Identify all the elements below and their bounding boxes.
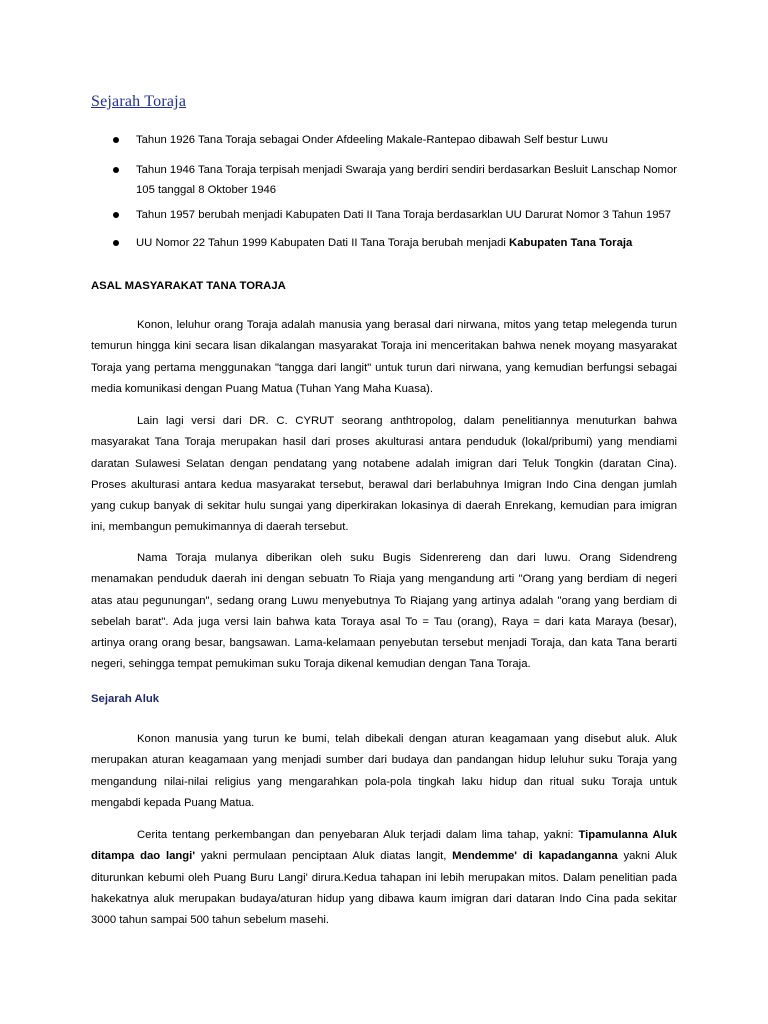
paragraph-bold-text: Mendemme' di kapadanganna (452, 850, 618, 863)
paragraph: Konon, leluhur orang Toraja adalah manusia yang berasal dari nirwana, mitos yang tetap melegenda turun temurun hingga kini secara lisan dikalangan masyarakat Toraja ini menceritakan bahwa nenek moyang masyarakat Toraja yang pertama menggunakan "tangga dari langit" untuk turun dari nirwana, yang kemudian berfungsi sebagai media komunikasi dengan Puang Matua (Tuhan Yang Maha Kuasa). (91, 319, 677, 395)
list-item (91, 130, 677, 151)
list-item (91, 233, 677, 254)
bullet-text: Tahun 1957 berubah menjadi Kabupaten Dati II Tana Toraja berdasarklan UU Darurat Nomor 3 Tahun 1957 (136, 208, 672, 221)
history-bullet-list (91, 130, 677, 254)
bullet-icon (113, 212, 119, 218)
page-title: Sejarah Toraja (91, 93, 187, 110)
bullet-bold-text: Kabupaten Tana Toraja (509, 237, 633, 249)
bullet-text: Tahun 1926 Tana Toraja sebagai Onder Afdeeling Makale-Rantepao dibawah Self bestur Luwu (136, 134, 608, 146)
bullet-icon (113, 240, 119, 246)
list-item (91, 160, 677, 201)
section-heading-asal: ASAL MASYARAKAT TANA TORAJA (91, 280, 286, 292)
paragraph-text: yakni permulaan penciptaan Aluk diatas langit, (195, 850, 453, 863)
bullet-text: UU Nomor 22 Tahun 1999 Kabupaten Dati II Tana Toraja berubah menjadi (136, 237, 510, 249)
paragraph-text: Cerita tentang perkembangan dan penyebaran Aluk terjadi dalam lima tahap, yakni: (137, 829, 579, 841)
bullet-text: Tahun 1946 Tana Toraja terpisah menjadi Swaraja yang berdiri sendiri berdasarkan Besluit Lanschap Nomor 105 tanggal 8 Oktober 1946 (136, 163, 677, 196)
paragraph (91, 825, 677, 931)
paragraph-text: yakni Aluk diturunkan kebumi oleh Puang Buru Langi' dirura.Kedua tahapan ini lebih merupakan mitos. Dalam penelitian pada hakekatnya aluk merupakan budaya/aturan hidup yang dibawa kaum imigran dari dataran Indo Cina pada sekitar 3000 tahun sampai 500 tahun sebelum masehi. (91, 850, 677, 927)
list-item (91, 205, 677, 226)
paragraph-bold-text: Tipamulanna Aluk ditampa dao langi' (91, 829, 678, 863)
bullet-icon (113, 167, 119, 173)
bullet-icon (113, 137, 119, 143)
paragraph: Lain lagi versi dari DR. C. CYRUT seorang anthtropolog, dalam penelitiannya menuturkan bahwa masyarakat Tana Toraja merupakan hasil dari proses akulturasi antara penduduk (lokal/pribumi) yang mendiami daratan Sulawesi Selatan dengan pendatang yang notabene adalah imigran dari Teluk Tongkin (daratan Cina). Proses akulturasi antara kedua masyarakat tersebut, berawal dari berlabuhnya Imigran Indo Cina dengan jumlah yang cukup banyak di sekitar hulu sungai yang diperkirakan lokasinya di daerah Enrekang, kemudian para imigran ini, membangun pemukimannya di daerah tersebut. (91, 415, 677, 534)
section-heading-aluk: Sejarah Aluk (91, 693, 160, 705)
paragraph: Nama Toraja mulanya diberikan oleh suku Bugis Sidenrereng dan dari luwu. Orang Sidendreng menamakan penduduk daerah ini dengan sebuatn To Riaja yang mengandung arti "Orang yang berdiam di negeri atas atau pegunungan", sedang orang Luwu menyebutnya To Riajang yang artinya adalah "orang yang berdiam di sebelah barat". Ada juga versi lain bahwa kata Toraya asal To = Tau (orang), Raya = dari kata Maraya (besar), artinya orang orang besar, bangsawan. Lama-kelamaan penyebutan tersebut menjadi Toraja, dan kata Tana berarti negeri, sehingga tempat pemukiman suku Toraja dikenal kemudian dengan Tana Toraja. (91, 552, 677, 671)
paragraph: Konon manusia yang turun ke bumi, telah dibekali dengan aturan keagamaan yang disebut aluk. Aluk merupakan aturan keagamaan yang menjadi sumber dari budaya dan pandangan hidup leluhur suku Toraja yang mengandung nilai-nilai religius yang mengarahkan pola-pola tingkah laku hidup dan ritual suku Toraja untuk mengabdi kepada Puang Matua. (91, 733, 677, 809)
